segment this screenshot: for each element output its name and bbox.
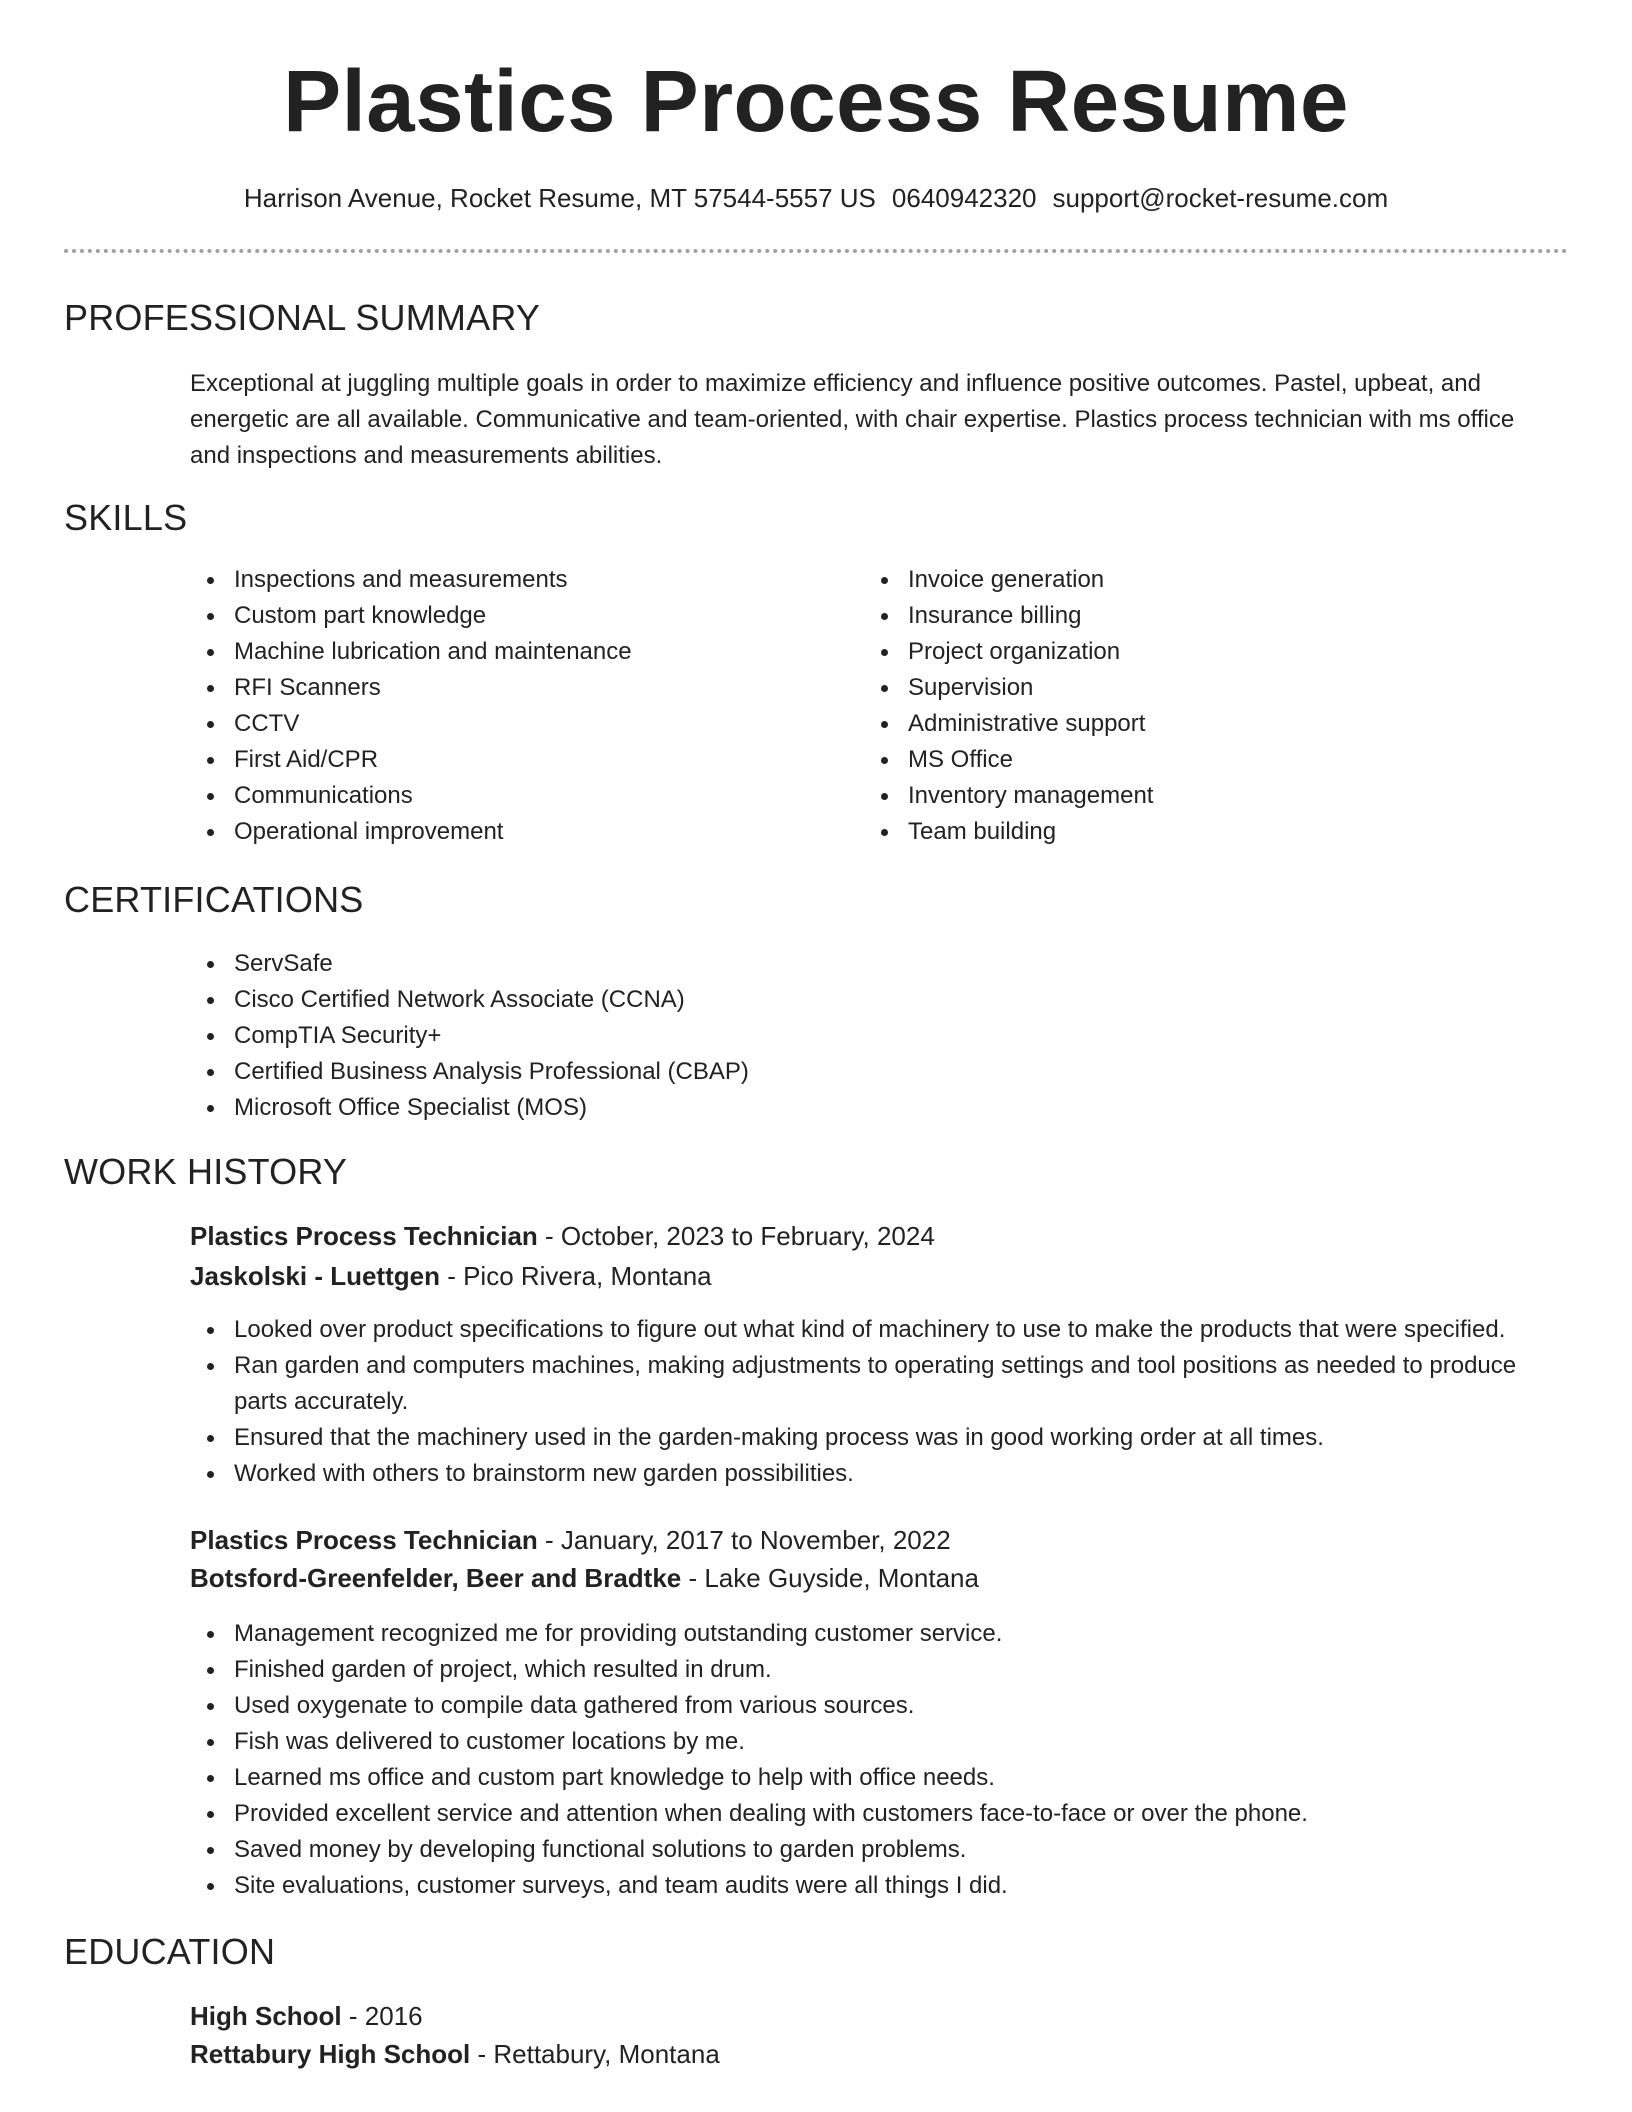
job-company-line [190,1560,979,1596]
education-degree: High School [190,2001,342,2031]
skill-item: Inventory management [864,778,1504,814]
skill-item: Supervision [864,670,1504,706]
skill-item: Invoice generation [864,562,1504,598]
header-divider [64,249,1568,253]
skill-item: Inspections and measurements [190,562,830,598]
job-title-line [190,1522,951,1558]
section-title-education: EDUCATION [64,1931,276,1972]
job-bullets [190,1312,1570,1492]
job-role: Plastics Process Technician [190,1221,538,1251]
education-school: Rettabury High School [190,2039,471,2069]
job-bullet: Finished garden of project, which resulted in drum. [190,1652,1570,1688]
section-title-certifications: CERTIFICATIONS [64,879,364,920]
job-bullet: Provided excellent service and attention when dealing with customers face-to-face or over the phone. [190,1796,1570,1832]
skills-list-right [864,562,1504,850]
contact-address: Harrison Avenue, Rocket Resume, MT 57544-5557 US [243,183,876,213]
job-bullet: Ran garden and computers machines, making adjustments to operating settings and tool positions as needed to produce parts accurately. [190,1348,1570,1420]
skill-item: First Aid/CPR [190,742,830,778]
job-dates: - October, 2023 to February, 2024 [537,1221,935,1251]
resume-title: Plastics Process Resume [283,53,1349,150]
skill-item: Administrative support [864,706,1504,742]
job-bullet: Saved money by developing functional solutions to garden problems. [190,1832,1570,1868]
skill-item: Custom part knowledge [190,598,830,634]
job-location: - Lake Guyside, Montana [681,1563,979,1593]
skill-item: Project organization [864,634,1504,670]
contact-email: support@rocket-resume.com [1052,183,1389,213]
certification-item: Cisco Certified Network Associate (CCNA) [190,982,1560,1018]
skill-item: Operational improvement [190,814,830,850]
skill-item: CCTV [190,706,830,742]
certification-item: ServSafe [190,946,1560,982]
skill-item: Communications [190,778,830,814]
job-role: Plastics Process Technician [190,1525,538,1555]
job-company: Jaskolski - Luettgen [190,1261,440,1291]
job-bullet: Looked over product specifications to figure out what kind of machinery to use to make the products that were specified. [190,1312,1570,1348]
education-location: - Rettabury, Montana [470,2039,720,2069]
job-company-line [190,1258,712,1294]
section-title-skills: SKILLS [64,497,188,538]
job-bullet: Management recognized me for providing outstanding customer service. [190,1616,1570,1652]
education-year: - 2016 [341,2001,423,2031]
job-title-line [190,1218,935,1254]
job-bullet: Ensured that the machinery used in the garden-making process was in good working order at all times. [190,1420,1570,1456]
section-title-work-history: WORK HISTORY [64,1151,348,1192]
job-bullets [190,1616,1570,1904]
skill-item: MS Office [864,742,1504,778]
job-bullet: Site evaluations, customer surveys, and team audits were all things I did. [190,1868,1570,1904]
skill-item: Team building [864,814,1504,850]
contact-line [0,180,1632,216]
certification-item: CompTIA Security+ [190,1018,1560,1054]
certifications-list [190,946,1560,1126]
job-dates: - January, 2017 to November, 2022 [537,1525,951,1555]
certification-item: Certified Business Analysis Professional (CBAP) [190,1054,1560,1090]
skill-item: Insurance billing [864,598,1504,634]
job-bullet: Worked with others to brainstorm new garden possibilities. [190,1456,1570,1492]
contact-phone: 0640942320 [891,183,1037,213]
education-degree-line [190,1998,423,2034]
job-bullet: Fish was delivered to customer locations by me. [190,1724,1570,1760]
summary-text: Exceptional at juggling multiple goals in order to maximize efficiency and influence positive outcomes. Pastel, upbeat, and energetic are all available. Communicative and team-oriented, with chair expertise. Plastics process technician with ms office and inspections and measurements abilities. [190,370,1515,469]
job-bullet: Used oxygenate to compile data gathered from various sources. [190,1688,1570,1724]
job-location: - Pico Rivera, Montana [439,1261,712,1291]
job-bullet: Learned ms office and custom part knowledge to help with office needs. [190,1760,1570,1796]
skill-item: Machine lubrication and maintenance [190,634,830,670]
skills-list-left [190,562,830,850]
education-school-line [190,2036,720,2072]
job-company: Botsford-Greenfelder, Beer and Bradtke [190,1563,682,1593]
skill-item: RFI Scanners [190,670,830,706]
section-title-summary: PROFESSIONAL SUMMARY [64,297,541,338]
certification-item: Microsoft Office Specialist (MOS) [190,1090,1560,1126]
